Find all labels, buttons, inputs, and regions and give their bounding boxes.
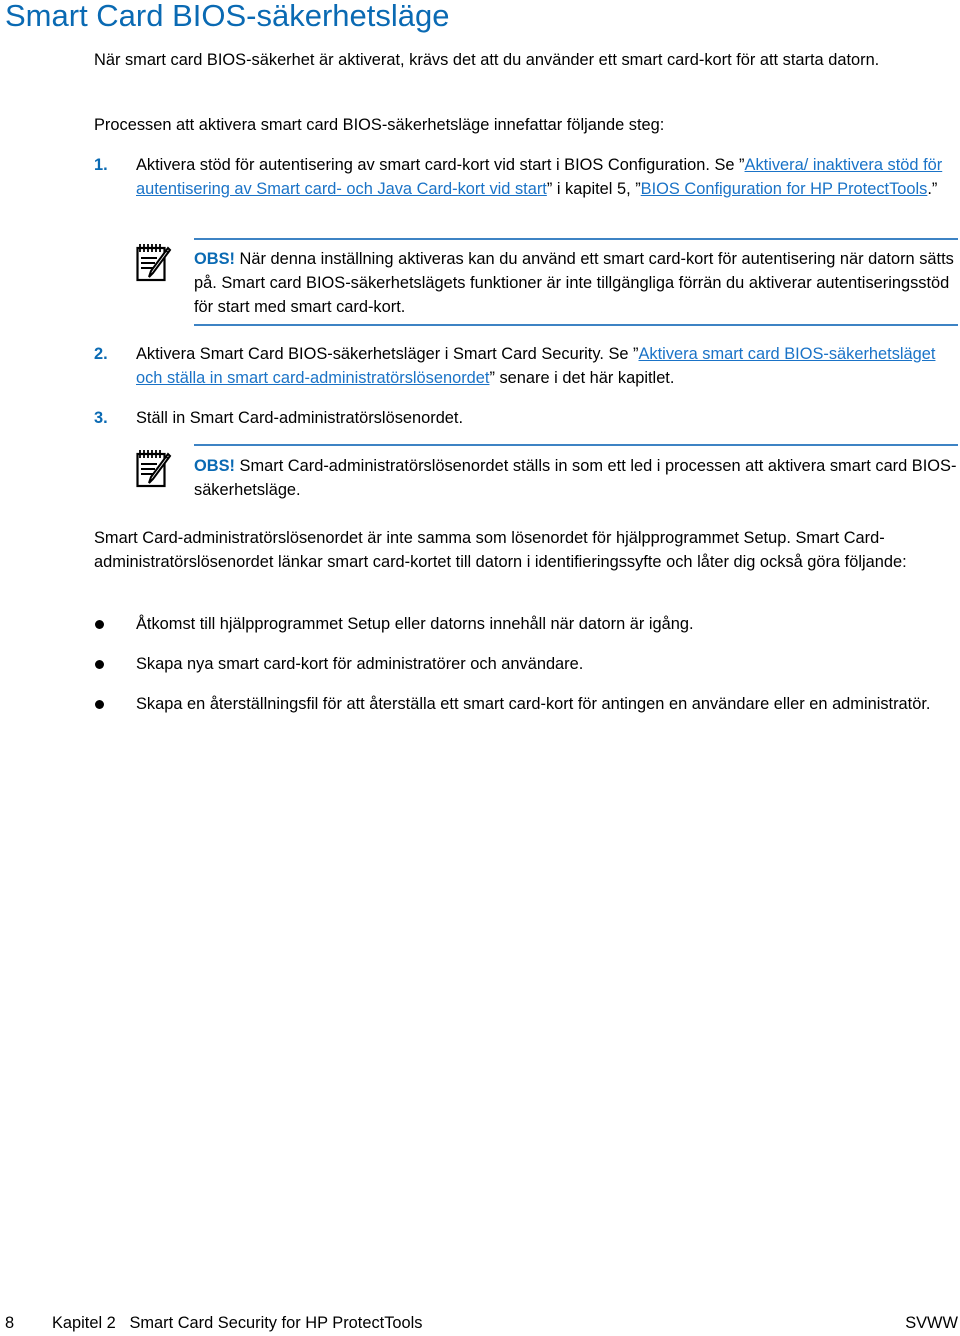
list-item: Skapa nya smart card-kort för administratörer och användare.	[136, 655, 584, 673]
list-item: Skapa en återställningsfil för att återställa ett smart card-kort för antingen en användare eller en administratör.	[136, 695, 931, 713]
step-number-1: 1.	[94, 156, 108, 174]
bullet-dot-icon	[95, 620, 104, 629]
step-3-text: Ställ in Smart Card-administratörslösenordet.	[136, 409, 464, 427]
page-title: Smart Card BIOS-säkerhetsläge	[5, 0, 450, 33]
step-1-text-after: .”	[927, 180, 938, 198]
step-number-2: 2.	[94, 345, 108, 363]
step-2-text-after: ” senare i det här kapitlet.	[489, 369, 675, 387]
footer-page-number: 8	[5, 1314, 15, 1332]
list-item: Åtkomst till hjälpprogrammet Setup eller datorns innehåll när datorn är igång.	[136, 615, 694, 633]
step-1-text	[136, 153, 958, 201]
note-2-top-rule	[194, 444, 958, 446]
note-1-top-rule	[194, 238, 958, 240]
note-2-body: Smart Card-administratörslösenordet ställs in som ett led i processen att aktivera smart card BIOS-säkerhetsläge.	[194, 457, 957, 499]
note-1-label: OBS!	[194, 250, 235, 268]
process-intro: Processen att aktivera smart card BIOS-säkerhetsläge innefattar följande steg:	[94, 116, 665, 134]
step-1-text-before: Aktivera stöd för autentisering av smart card-kort vid start i BIOS Configuration. Se ”	[136, 156, 745, 174]
note-pencil-icon	[136, 448, 176, 488]
note-1-bottom-rule	[194, 324, 958, 326]
body-paragraph: Smart Card-administratörslösenordet är inte samma som lösenordet för hjälpprogrammet Setup. Smart Card-administratörslösenordet länkar smart card-kortet till datorn i identifieringssyfte och låter dig också göra följande:	[94, 529, 907, 571]
note-pencil-icon	[136, 242, 176, 282]
step-2-text	[136, 342, 958, 390]
step-1-text-middle: ” i kapitel 5, ”	[546, 180, 641, 198]
link-smartcard-boot-support[interactable]: Aktivera/ inaktivera stöd för autentisering av Smart card- och Java Card-kort vid start	[136, 156, 943, 198]
bullet-dot-icon	[95, 700, 104, 709]
intro-paragraph: När smart card BIOS-säkerhet är aktiverat, krävs det att du använder ett smart card-kort för att starta datorn.	[94, 51, 880, 69]
footer-chapter: Kapitel 2 Smart Card Security for HP ProtectTools	[52, 1314, 423, 1332]
link-bios-configuration[interactable]: BIOS Configuration for HP ProtectTools	[640, 180, 928, 198]
step-number-3: 3.	[94, 409, 108, 427]
note-2-text	[194, 454, 958, 502]
link-activate-bios-security[interactable]: Aktivera smart card BIOS-säkerhetsläget och ställa in smart card-administratörslösenordet	[136, 345, 936, 387]
bullet-dot-icon	[95, 660, 104, 669]
note-1-text	[194, 247, 958, 319]
note-1-body: När denna inställning aktiveras kan du använd ett smart card-kort för autentisering när datorn sätts på. Smart card BIOS-säkerhetslägets funktioner är inte tillgängliga förrän du aktiverar autentiseringsstöd för start med smart card-kort.	[194, 250, 954, 316]
note-2-label: OBS!	[194, 457, 235, 475]
footer-code: SVWW	[905, 1314, 958, 1332]
step-2-text-before: Aktivera Smart Card BIOS-säkerhetsläger i Smart Card Security. Se ”	[136, 345, 639, 363]
